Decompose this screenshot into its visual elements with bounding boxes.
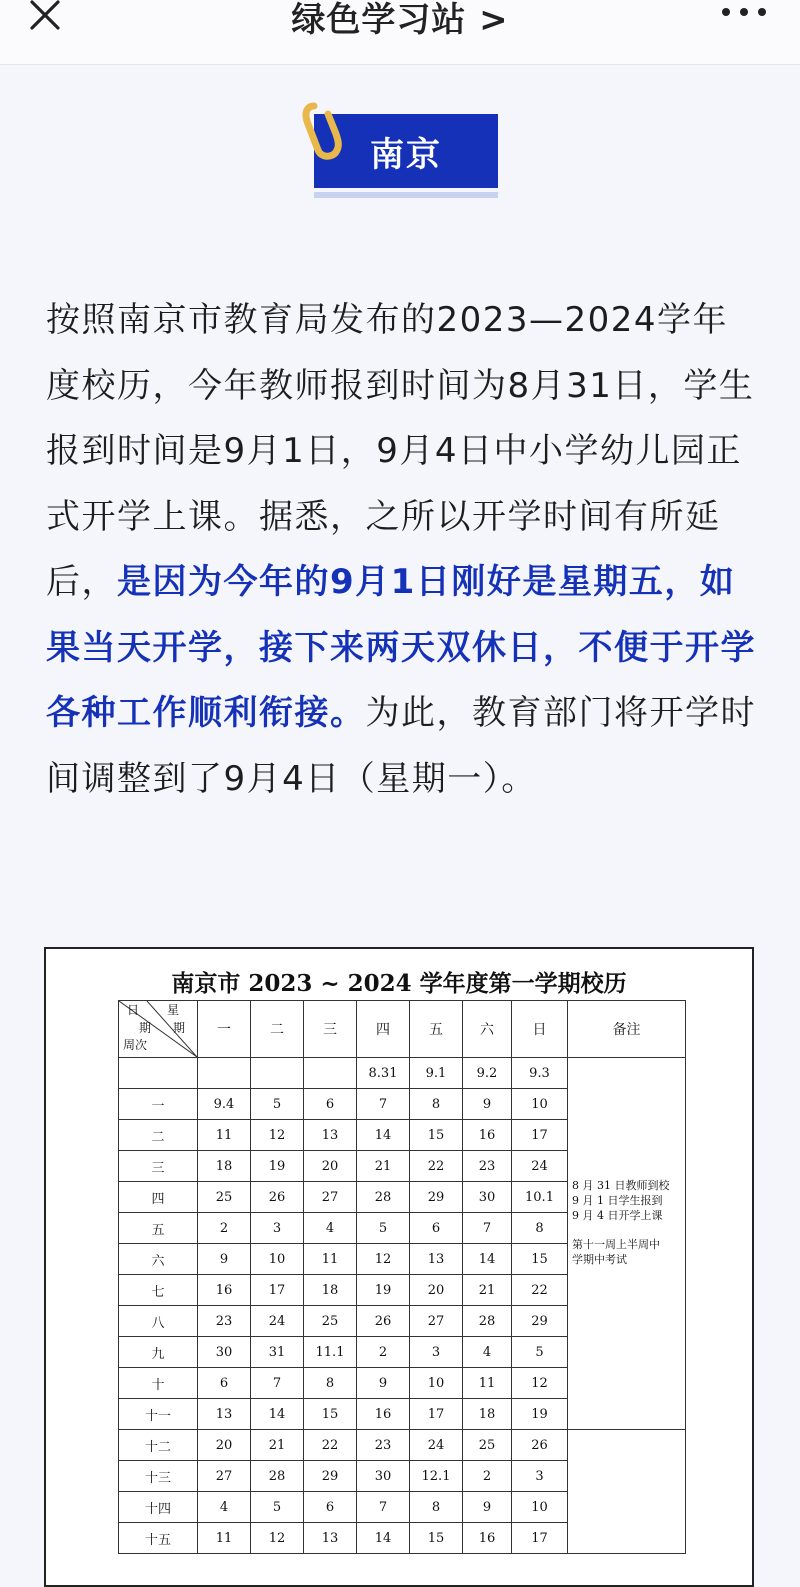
date-cell: 21 (357, 1151, 410, 1182)
date-cell: 13 (198, 1399, 251, 1430)
article-highlight: 是因为今年的9月1日刚好是星期五，如果当天开学，接下来两天双休日，不便于开学各种工作顺利衔接。 (46, 562, 756, 733)
date-cell: 12.1 (410, 1461, 463, 1492)
date-cell: 27 (410, 1306, 463, 1337)
date-cell: 8 (512, 1213, 568, 1244)
date-cell: 15 (410, 1120, 463, 1151)
date-cell: 18 (304, 1275, 357, 1306)
date-cell: 27 (304, 1182, 357, 1213)
date-cell: 8 (410, 1492, 463, 1523)
date-cell: 22 (304, 1430, 357, 1461)
corner-label-qi-left: 期 (139, 1021, 152, 1035)
week-number-cell: 十三 (119, 1461, 198, 1492)
date-cell: 17 (512, 1523, 568, 1554)
date-cell: 2 (463, 1461, 512, 1492)
date-cell: 29 (304, 1461, 357, 1492)
date-cell: 26 (512, 1430, 568, 1461)
date-cell: 14 (463, 1244, 512, 1275)
date-cell: 11 (198, 1120, 251, 1151)
date-cell: 9 (198, 1244, 251, 1275)
date-cell: 24 (512, 1151, 568, 1182)
week-number-cell: 三 (119, 1151, 198, 1182)
date-cell: 6 (304, 1492, 357, 1523)
week-number-cell: 十二 (119, 1430, 198, 1461)
date-cell: 8.31 (357, 1058, 410, 1089)
date-cell: 16 (198, 1275, 251, 1306)
date-cell: 9.3 (512, 1058, 568, 1089)
note-line: 学期中考试 (572, 1253, 627, 1266)
header-cell: 五 (410, 1001, 463, 1058)
date-cell: 19 (251, 1151, 304, 1182)
date-cell: 19 (512, 1399, 568, 1430)
date-cell: 5 (251, 1089, 304, 1120)
date-cell: 3 (251, 1213, 304, 1244)
date-cell: 17 (512, 1120, 568, 1151)
more-dots-icon (718, 4, 770, 24)
date-cell: 13 (304, 1523, 357, 1554)
badge-underline (314, 192, 498, 198)
week-number-cell: 六 (119, 1244, 198, 1275)
notes-cell-empty (568, 1430, 686, 1554)
date-cell: 11 (463, 1368, 512, 1399)
date-cell: 14 (251, 1399, 304, 1430)
header-cell: 三 (304, 1001, 357, 1058)
week-number-cell: 四 (119, 1182, 198, 1213)
header-cell-notes: 备注 (568, 1001, 686, 1058)
article-paragraph (46, 288, 758, 812)
date-cell: 9 (357, 1368, 410, 1399)
calendar-corner-cell (119, 1001, 198, 1058)
notes-cell (568, 1058, 686, 1430)
calendar-row (119, 1058, 686, 1089)
week-number-cell: 九 (119, 1337, 198, 1368)
date-cell: 6 (410, 1213, 463, 1244)
calendar-row (119, 1430, 686, 1461)
date-cell: 24 (251, 1306, 304, 1337)
date-cell (304, 1058, 357, 1089)
article-text-part1: 按照南京市教育局发布的2023—2024学年度校历，今年教师报到时间为8月31日，学生报到时间是9月1日，9月4日中小学幼儿园正式开学上课。据悉，之所以开学时间有所延后， (46, 300, 755, 602)
date-cell: 30 (198, 1337, 251, 1368)
note-line: 9 月 1 日学生报到 (572, 1194, 663, 1207)
date-cell: 29 (410, 1182, 463, 1213)
date-cell: 22 (410, 1151, 463, 1182)
article-text-part2: 为此，教育部门将开学时间调整到了9月4日（星期一）。 (46, 693, 756, 799)
corner-label-week: 周次 (123, 1038, 148, 1052)
date-cell: 13 (304, 1120, 357, 1151)
week-number-cell: 一 (119, 1089, 198, 1120)
date-cell: 10 (410, 1368, 463, 1399)
date-cell: 3 (410, 1337, 463, 1368)
date-cell: 21 (251, 1430, 304, 1461)
date-cell: 10.1 (512, 1182, 568, 1213)
date-cell: 15 (512, 1244, 568, 1275)
header-cell: 一 (198, 1001, 251, 1058)
date-cell (198, 1058, 251, 1089)
date-cell: 12 (251, 1523, 304, 1554)
date-cell: 10 (512, 1492, 568, 1523)
date-cell: 18 (463, 1399, 512, 1430)
date-cell: 30 (463, 1182, 512, 1213)
more-options-button[interactable] (718, 4, 770, 24)
week-number-cell: 八 (119, 1306, 198, 1337)
date-cell: 20 (304, 1151, 357, 1182)
date-cell: 9.1 (410, 1058, 463, 1089)
date-cell: 10 (512, 1089, 568, 1120)
date-cell: 24 (410, 1430, 463, 1461)
date-cell: 9.2 (463, 1058, 512, 1089)
section-badge-label: 南京 (314, 114, 498, 188)
corner-label-qi-right: 期 (173, 1021, 186, 1035)
corner-label-day: 日 (127, 1003, 140, 1017)
top-nav-bar (0, 0, 800, 65)
date-cell: 6 (304, 1089, 357, 1120)
date-cell: 31 (251, 1337, 304, 1368)
date-cell: 25 (304, 1306, 357, 1337)
header-cell: 二 (251, 1001, 304, 1058)
date-cell: 4 (463, 1337, 512, 1368)
note-line: 8 月 31 日教师到校 (572, 1179, 670, 1192)
date-cell: 25 (198, 1182, 251, 1213)
date-cell: 16 (357, 1399, 410, 1430)
date-cell: 7 (251, 1368, 304, 1399)
date-cell: 23 (357, 1430, 410, 1461)
calendar-title: 南京市 2023 ~ 2024 学年度第一学期校历 (171, 970, 627, 997)
date-cell: 28 (463, 1306, 512, 1337)
week-number-cell: 十 (119, 1368, 198, 1399)
week-number-cell (119, 1058, 198, 1089)
date-cell: 14 (357, 1523, 410, 1554)
date-cell: 11 (198, 1523, 251, 1554)
date-cell: 14 (357, 1120, 410, 1151)
corner-label-star: 星 (167, 1003, 180, 1017)
note-line: 第十一周上半周中 (572, 1238, 660, 1251)
date-cell (251, 1058, 304, 1089)
date-cell: 23 (198, 1306, 251, 1337)
week-number-cell: 五 (119, 1213, 198, 1244)
date-cell: 12 (357, 1244, 410, 1275)
date-cell: 15 (410, 1523, 463, 1554)
date-cell: 29 (512, 1306, 568, 1337)
date-cell: 4 (198, 1492, 251, 1523)
date-cell: 5 (251, 1492, 304, 1523)
date-cell: 20 (198, 1430, 251, 1461)
week-number-cell: 十四 (119, 1492, 198, 1523)
date-cell: 15 (304, 1399, 357, 1430)
date-cell: 20 (410, 1275, 463, 1306)
date-cell: 17 (251, 1275, 304, 1306)
header-cell: 日 (512, 1001, 568, 1058)
date-cell: 7 (357, 1492, 410, 1523)
date-cell: 28 (357, 1182, 410, 1213)
date-cell: 26 (251, 1182, 304, 1213)
week-number-cell: 七 (119, 1275, 198, 1306)
date-cell: 5 (512, 1337, 568, 1368)
date-cell: 16 (463, 1523, 512, 1554)
date-cell: 3 (512, 1461, 568, 1492)
school-calendar-image (44, 947, 754, 1587)
date-cell: 22 (512, 1275, 568, 1306)
date-cell: 23 (463, 1151, 512, 1182)
date-cell: 9 (463, 1492, 512, 1523)
date-cell: 12 (251, 1120, 304, 1151)
date-cell: 19 (357, 1275, 410, 1306)
calendar-table (118, 1000, 686, 1554)
paperclip-icon (300, 100, 350, 170)
date-cell: 21 (463, 1275, 512, 1306)
date-cell: 27 (198, 1461, 251, 1492)
week-number-cell: 二 (119, 1120, 198, 1151)
date-cell: 13 (410, 1244, 463, 1275)
date-cell: 18 (198, 1151, 251, 1182)
date-cell: 5 (357, 1213, 410, 1244)
date-cell: 2 (357, 1337, 410, 1368)
header-cell: 四 (357, 1001, 410, 1058)
date-cell: 2 (198, 1213, 251, 1244)
date-cell: 7 (463, 1213, 512, 1244)
date-cell: 9 (463, 1089, 512, 1120)
date-cell: 16 (463, 1120, 512, 1151)
calendar-body (119, 1058, 686, 1554)
date-cell: 8 (410, 1089, 463, 1120)
account-title-link[interactable]: 绿色学习站 > (291, 0, 509, 40)
week-number-cell: 十一 (119, 1399, 198, 1430)
date-cell: 26 (357, 1306, 410, 1337)
date-cell: 6 (198, 1368, 251, 1399)
header-cell: 六 (463, 1001, 512, 1058)
date-cell: 30 (357, 1461, 410, 1492)
date-cell: 25 (463, 1430, 512, 1461)
calendar-header-row (119, 1001, 686, 1058)
date-cell: 28 (251, 1461, 304, 1492)
date-cell: 8 (304, 1368, 357, 1399)
date-cell: 7 (357, 1089, 410, 1120)
date-cell: 11.1 (304, 1337, 357, 1368)
date-cell: 9.4 (198, 1089, 251, 1120)
date-cell: 4 (304, 1213, 357, 1244)
section-badge (300, 100, 510, 210)
date-cell: 11 (304, 1244, 357, 1275)
week-number-cell: 十五 (119, 1523, 198, 1554)
date-cell: 10 (251, 1244, 304, 1275)
date-cell: 17 (410, 1399, 463, 1430)
note-line: 9 月 4 日开学上课 (572, 1209, 663, 1222)
date-cell: 12 (512, 1368, 568, 1399)
